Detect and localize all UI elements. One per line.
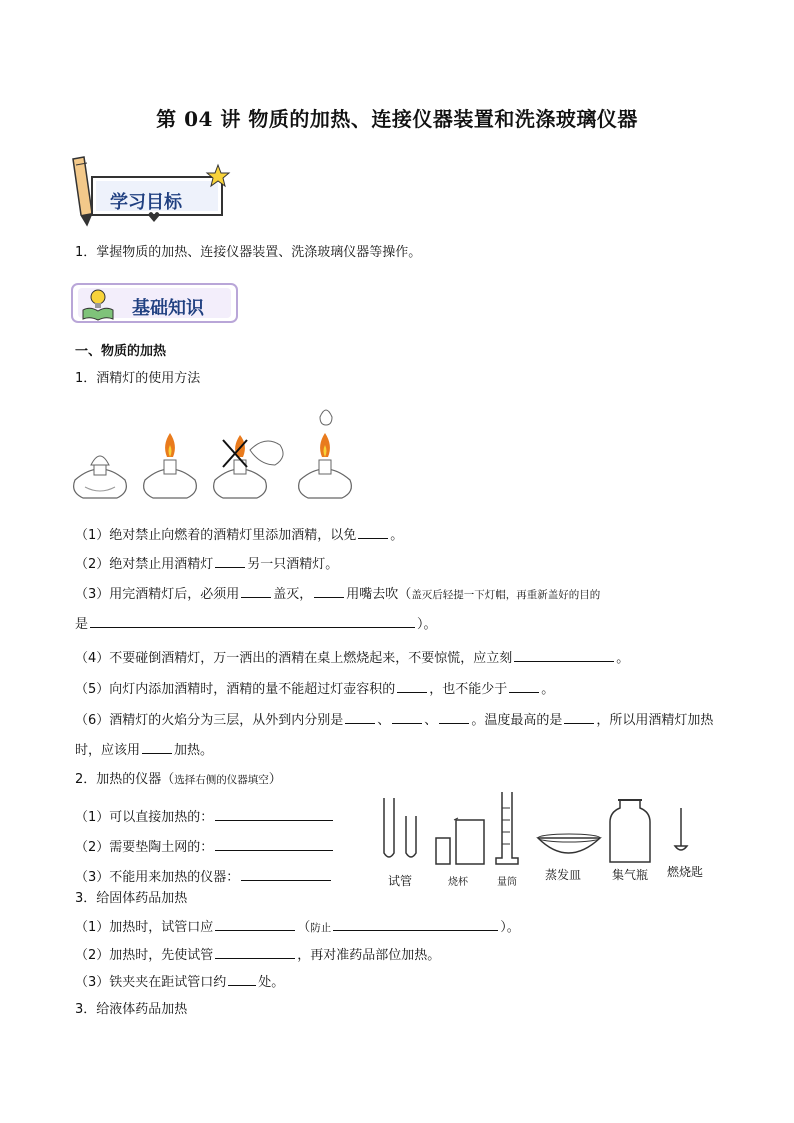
instrument-question-3: （3）不能用来加热的仪器： [75, 868, 333, 886]
instrument-label-beaker: 烧杯 [448, 877, 468, 888]
question-1: （1）绝对禁止向燃着的酒精灯里添加酒精，以免 。 [75, 528, 404, 543]
alcohol-lamp-capped-icon [74, 456, 127, 498]
objective-text: 1．掌握物质的加热、连接仪器装置、洗涤玻璃仪器等操作。 [75, 245, 422, 260]
question-3-cont: 是 ）。 [75, 617, 437, 632]
instrument-question-1: （1）可以直接加热的： [75, 808, 335, 826]
subsection-heating-liquid: 3．给液体药品加热 [75, 1002, 188, 1017]
alcohol-lamp-cap-lifted-icon [299, 410, 352, 498]
question-5: （5）向灯内添加酒精时，酒精的量不能超过灯壶容积的 ，也不能少于 。 [75, 682, 555, 697]
question-6: （6）酒精灯的火焰分为三层，从外到内分别是 、 、 。温度最高的是 ，所以用酒精灯加热 [75, 713, 714, 728]
alcohol-lamp-lit-icon [144, 433, 197, 498]
gas-jar-icon [610, 800, 650, 862]
learning-goals-title: 学习目标 [110, 192, 182, 213]
alcohol-lamp-illustration [65, 405, 365, 515]
instrument-label-combustion-spoon: 燃烧匙 [667, 865, 704, 879]
question-2: （2）绝对禁止用酒精灯 另一只酒精灯。 [75, 557, 339, 572]
question-3: （3）用完酒精灯后，必须用 盖灭， 用嘴去吹（盖灭后轻提一下灯帽，再重新盖好的目的 [75, 587, 601, 602]
beaker-icon [436, 818, 484, 864]
graduated-cylinder-icon [496, 792, 518, 864]
instrument-question-2: （2）需要垫陶土网的： [75, 838, 335, 856]
alcohol-lamp-forbidden-icon [214, 435, 283, 498]
instrument-label-cylinder: 量筒 [497, 877, 517, 888]
solid-question-1: （1）加热时，试管口应 （防止 ）。 [75, 920, 520, 935]
subsection-heating-solid: 3．给固体药品加热 [75, 891, 188, 906]
subsection-heating-instruments: 2．加热的仪器（选择右侧的仪器填空） [75, 772, 282, 787]
learning-goals-banner [70, 155, 235, 230]
question-4: （4）不要碰倒酒精灯，万一洒出的酒精在桌上燃烧起来，不要惊慌，应立刻 。 [75, 651, 630, 666]
instrument-label-gas-jar: 集气瓶 [612, 868, 649, 882]
section-heating: 一、物质的加热 [75, 344, 167, 359]
solid-question-2: （2）加热时，先使试管 ，再对准药品部位加热。 [75, 948, 441, 963]
combustion-spoon-icon [675, 808, 687, 850]
page-title: 第 04 讲 物质的加热、连接仪器装置和洗涤玻璃仪器 [156, 107, 638, 131]
basic-knowledge-banner [70, 280, 245, 330]
solid-question-3: （3）铁夹夹在距试管口约 处。 [75, 975, 285, 990]
instrument-label-test-tube: 试管 [388, 874, 413, 888]
question-6-cont: 时，应该用 加热。 [75, 743, 214, 758]
test-tube-icon [384, 798, 416, 857]
subsection-alcohol-lamp: 1．酒精灯的使用方法 [75, 371, 201, 386]
basic-knowledge-title: 基础知识 [132, 298, 204, 319]
lightbulb-book-icon [80, 286, 116, 322]
instrument-label-evaporating-dish: 蒸发皿 [545, 868, 582, 882]
evaporating-dish-icon [538, 834, 600, 853]
